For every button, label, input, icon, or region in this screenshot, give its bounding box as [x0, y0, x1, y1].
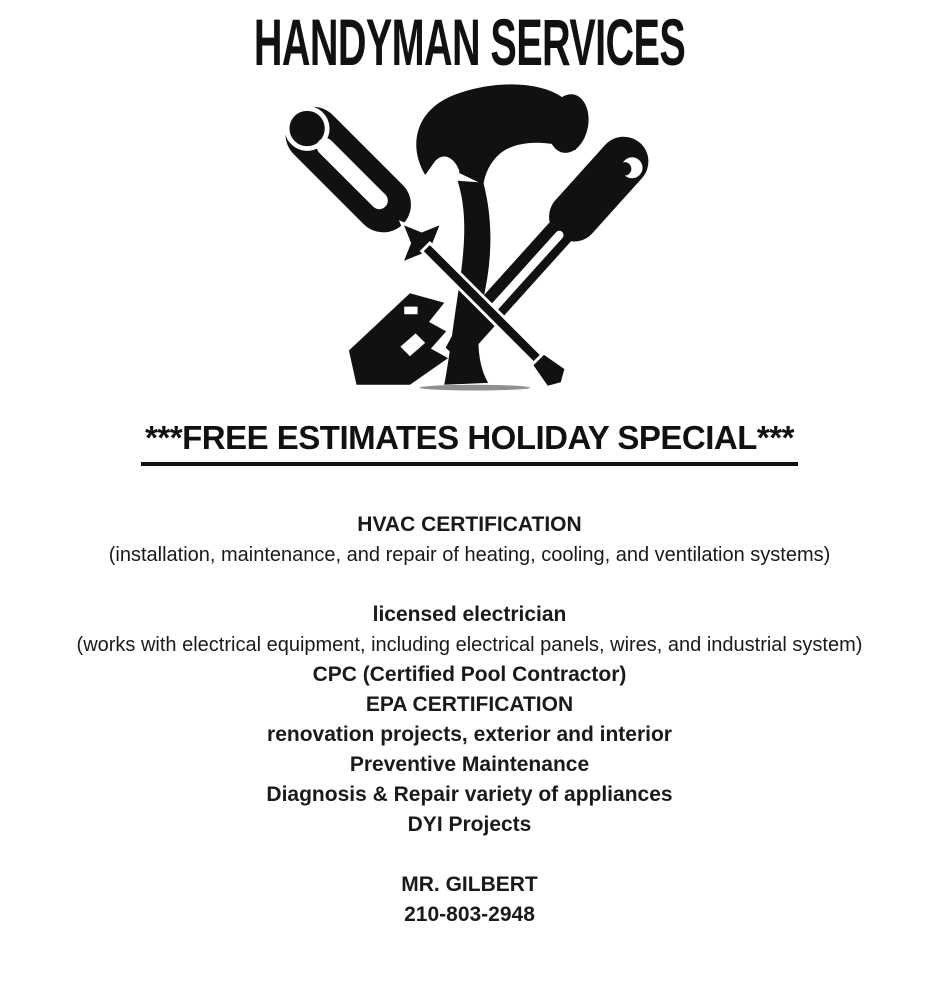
service-item-cpc: CPC (Certified Pool Contractor)	[312, 663, 627, 686]
hvac-detail: (installation, maintenance, and repair of heating, cooling, and ventilation systems)	[108, 544, 831, 566]
service-item-preventive: Preventive Maintenance	[349, 753, 590, 776]
service-item-dyi: DYI Projects	[407, 813, 532, 836]
tools-logo	[0, 62, 939, 402]
electrician-heading: licensed electrician	[372, 603, 567, 626]
contact-phone: 210-803-2948	[404, 903, 535, 926]
business-title: HANDYMAN SERVICES	[253, 5, 686, 79]
service-item-appliances: Diagnosis & Repair variety of appliances	[266, 783, 673, 806]
contact-name: MR. GILBERT	[401, 873, 538, 896]
hvac-heading: HVAC CERTIFICATION	[357, 513, 582, 536]
crossed-tools-icon	[265, 62, 675, 392]
service-item-renovation: renovation projects, exterior and interior	[267, 723, 672, 746]
electrician-detail: (works with electrical equipment, including electrical panels, wires, and industrial system)	[76, 634, 863, 656]
logo-shadow	[419, 385, 530, 391]
flyer-body	[0, 510, 939, 930]
headline: ***FREE ESTIMATES HOLIDAY SPECIAL***	[141, 420, 798, 466]
service-item-epa: EPA CERTIFICATION	[365, 693, 574, 716]
